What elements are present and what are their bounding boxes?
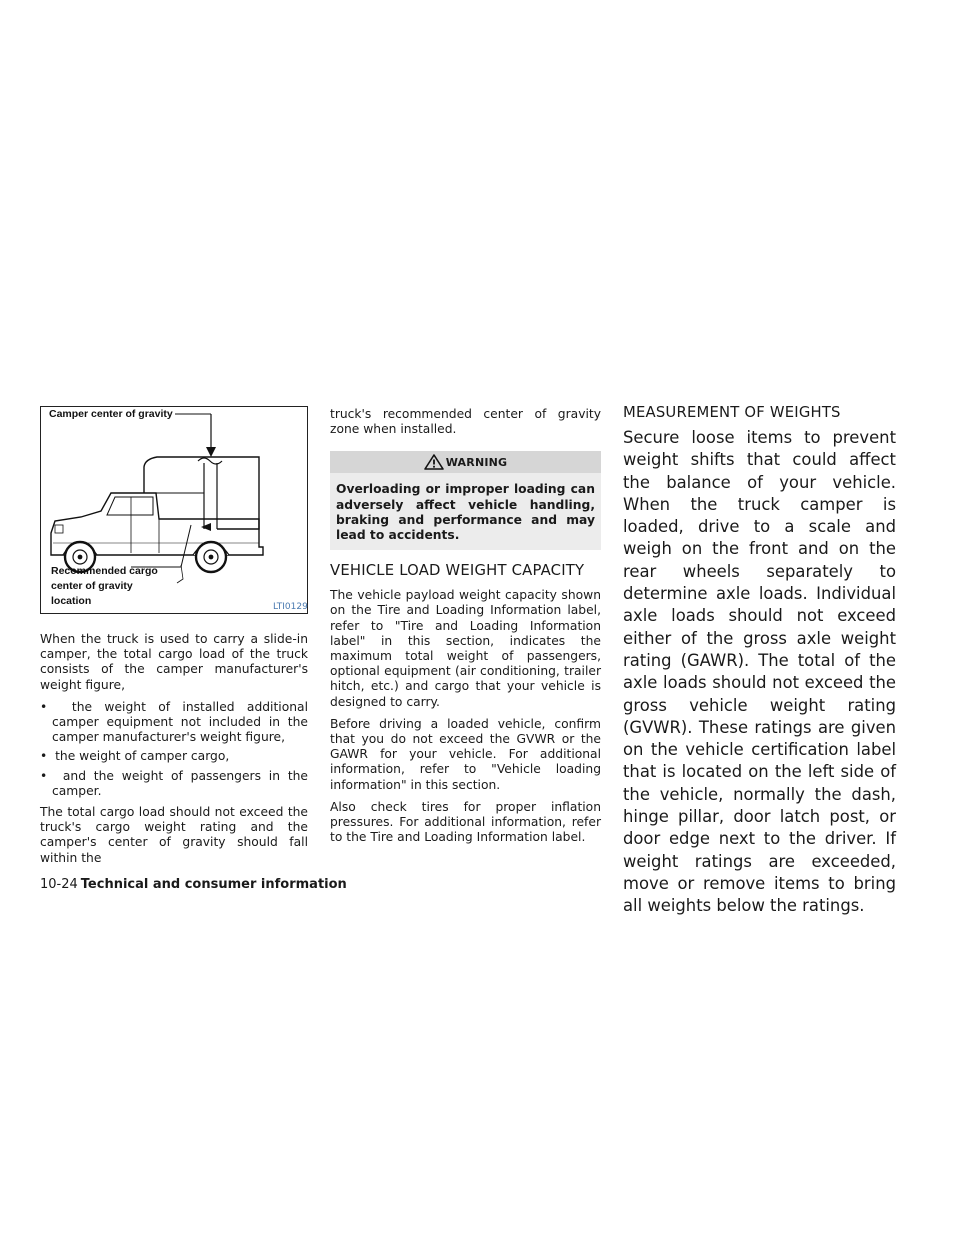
continuation-paragraph: truck's recommended center of gravity zone when installed.: [330, 407, 601, 437]
list-item: • the weight of camper cargo,: [40, 749, 308, 764]
cargo-cog-label-3: location: [51, 595, 92, 607]
column-1: [40, 632, 308, 873]
warning-icon: [424, 454, 444, 470]
section-heading: MEASUREMENT OF WEIGHTS: [623, 404, 841, 421]
list-item: • and the weight of passengers in the camper.: [40, 769, 308, 799]
cargo-cog-label-1: Recommended cargo: [51, 565, 158, 577]
paragraph: Before driving a loaded vehicle, confirm that you do not exceed the GVWR or the GAWR for your vehicle. For additional information, refer to "Vehicle loading information" in this section.: [330, 716, 601, 792]
figure-code: LTI0129: [273, 602, 308, 612]
bullet-list: [40, 700, 308, 799]
column-2: [330, 407, 601, 852]
paragraph: The vehicle payload weight capacity shown on the Tire and Loading Information label, refer to "Tire and Loading Information label" in this section, indicates the maximum total weight of passengers, optional equipment (air conditioning, trailer hitch, etc.) and cargo that your vehicle is designed to carry.: [330, 588, 601, 709]
warning-box: [330, 451, 601, 550]
truck-camper-drawing: [41, 407, 309, 615]
warning-text: Overloading or improper loading can adversely affect vehicle handling, braking and performance and may lead to accidents.: [330, 473, 601, 550]
warning-header: [330, 451, 601, 473]
truck-camper-figure: [40, 406, 308, 614]
column-3: [623, 404, 896, 918]
list-item: • the weight of installed additional camper equipment not included in the camper manufacturer's weight figure,: [40, 700, 308, 746]
outro-paragraph: The total cargo load should not exceed the truck's cargo weight rating and the camper's center of gravity should fall within the: [40, 805, 308, 865]
page-footer: [40, 877, 347, 892]
body-paragraph: Secure loose items to prevent weight shifts that could affect the balance of your vehicle. When the truck camper is loaded, drive to a scale and weigh on the front and on the rear wheels separately to determine axle loads. Individual axle loads should not exceed either of the gross axle weight rating (GAWR). The total of the axle loads should not exceed the gross vehicle weight rating (GVWR). These ratings are given on the vehicle certification label that is located on the left side of the vehicle, normally the dash, hinge pillar, door latch post, or door edge next to the driver. If weight ratings are exceeded, move or remove items to bring all weights below the ratings.: [623, 428, 896, 916]
section-heading: VEHICLE LOAD WEIGHT CAPACITY: [330, 562, 585, 580]
page-number: 10-24: [40, 877, 78, 892]
section-title: Technical and consumer information: [80, 877, 347, 892]
intro-paragraph: When the truck is used to carry a slide-in camper, the total cargo load of the truck consists of the camper manufacturer's weight figure,: [40, 632, 308, 692]
warning-title: WARNING: [445, 455, 508, 469]
camper-cog-label: Camper center of gravity: [49, 408, 173, 420]
cargo-cog-label-2: center of gravity: [51, 580, 133, 592]
paragraph: Also check tires for proper inflation pressures. For additional information, refer to the Tire and Loading Information label.: [330, 799, 601, 845]
